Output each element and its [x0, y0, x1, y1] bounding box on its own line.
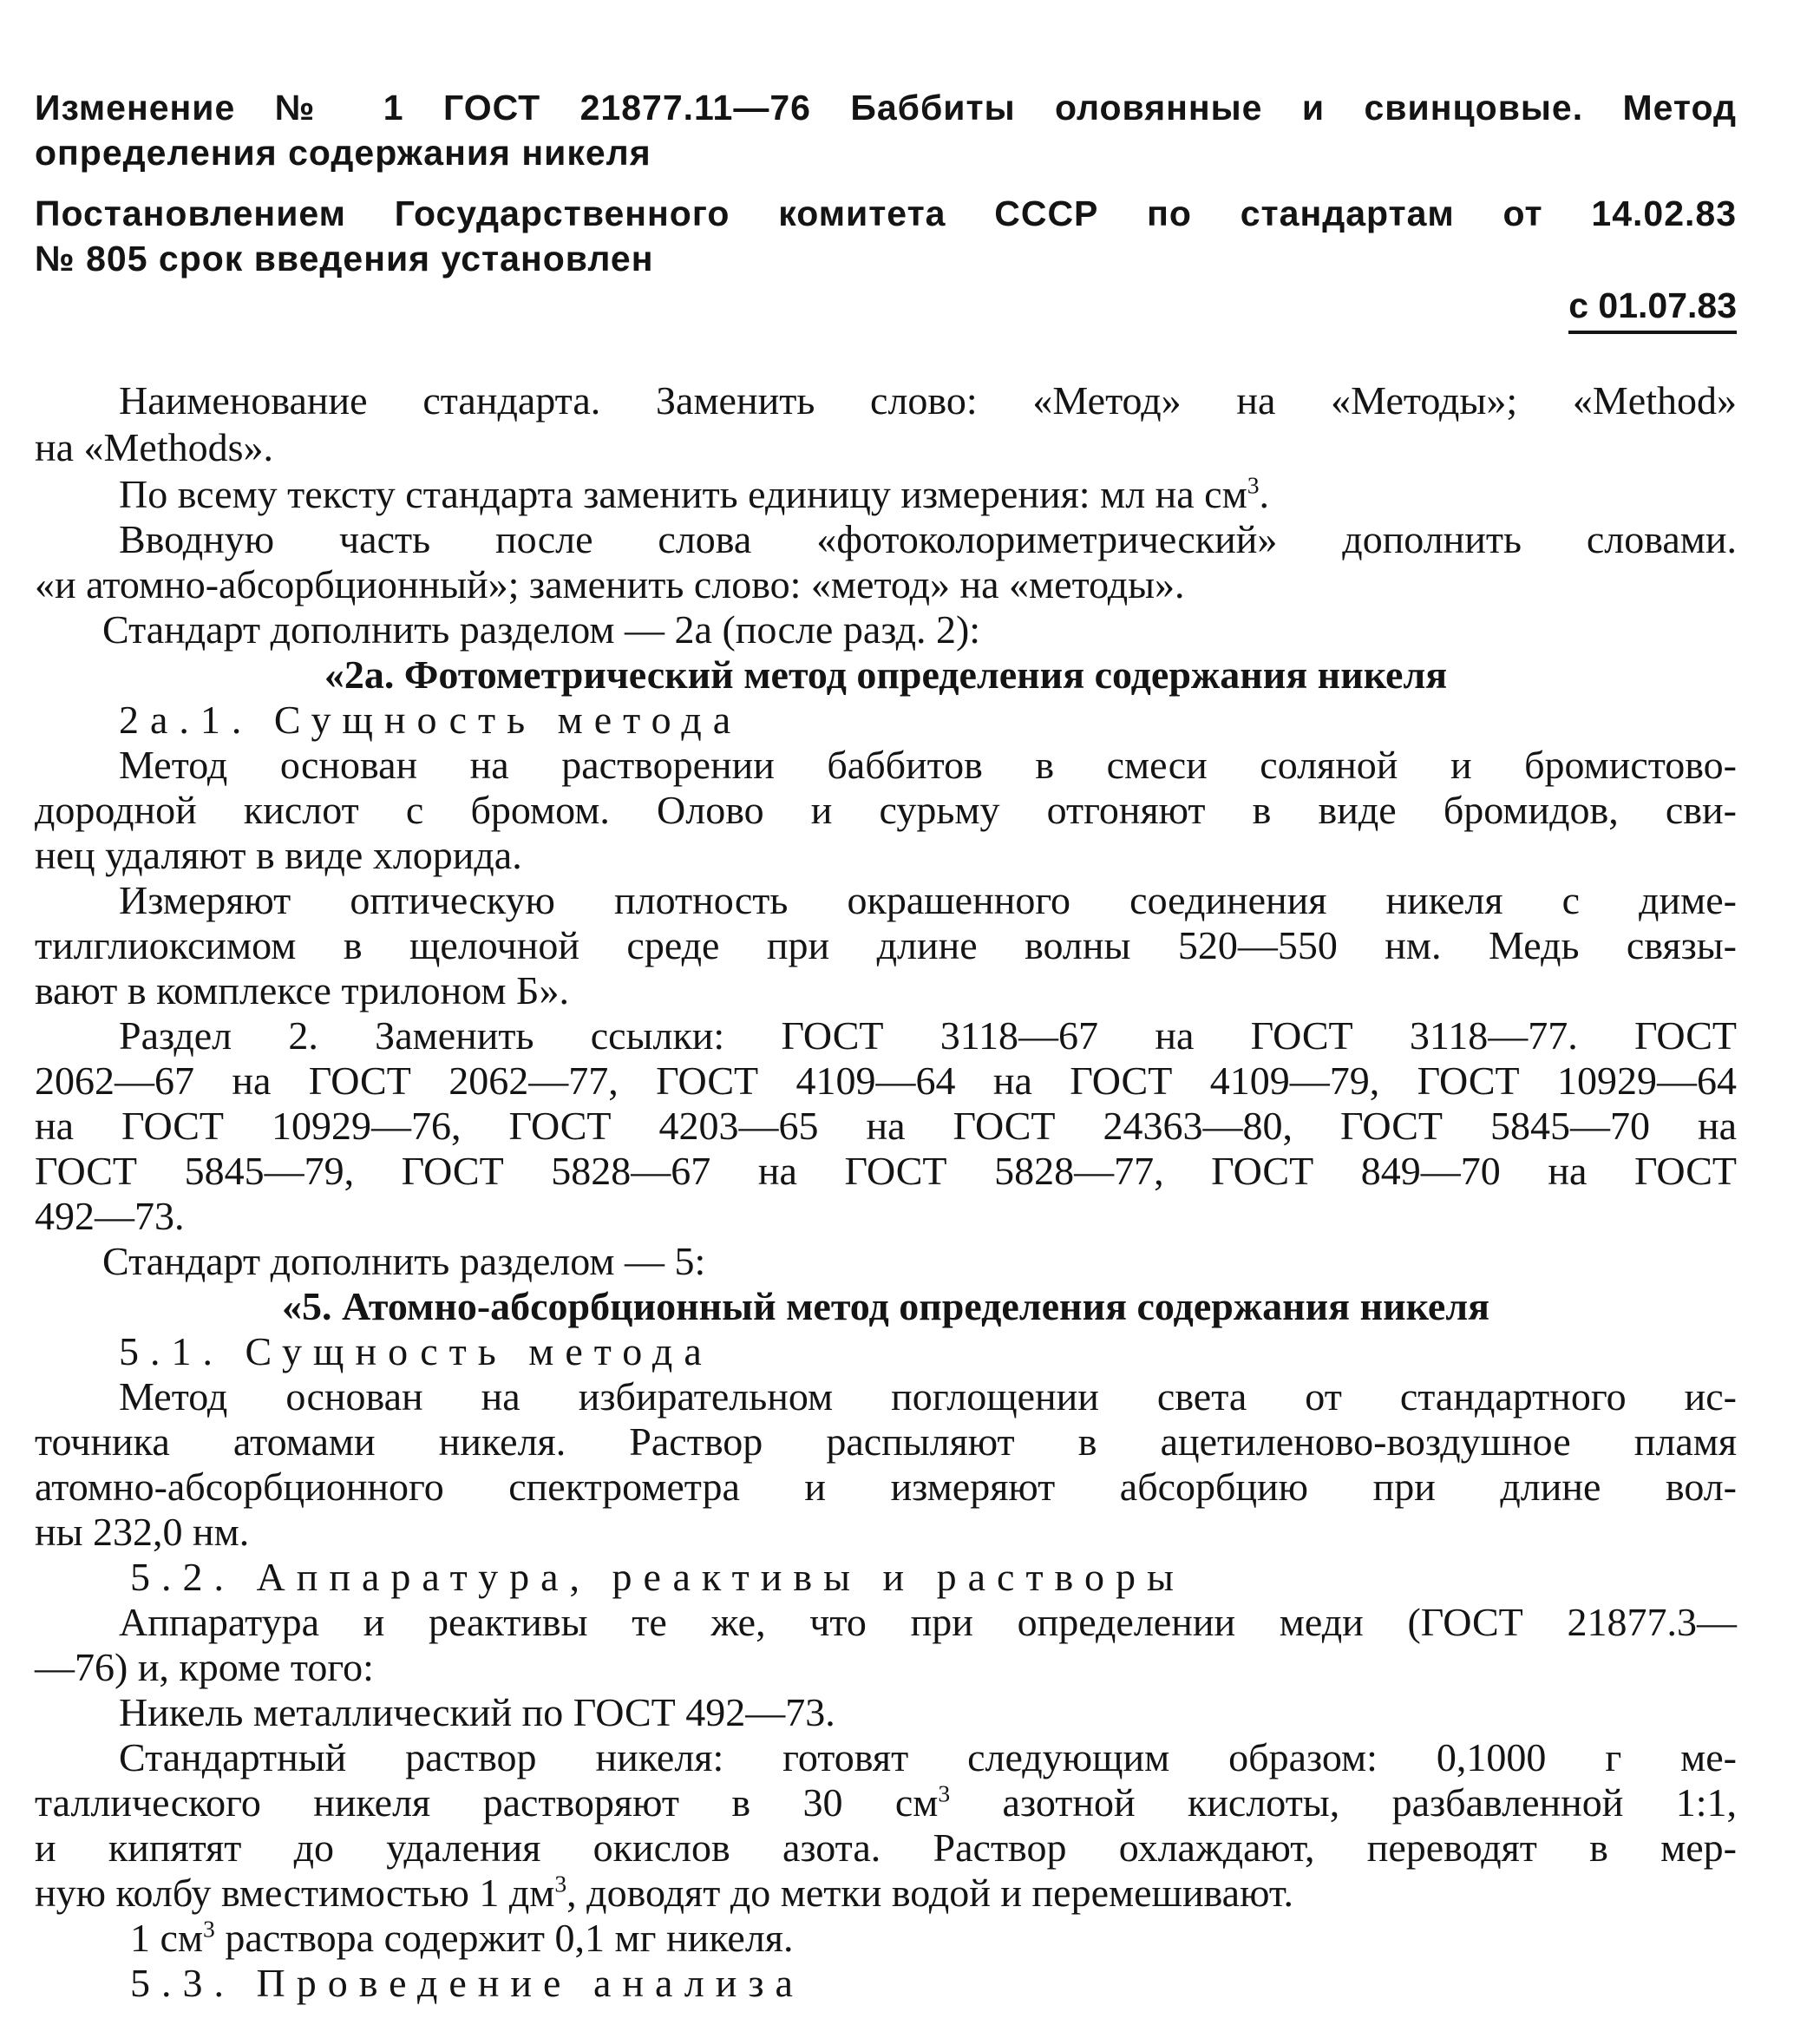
body-line: Вводную часть после слова «фотоколориметрический» дополнить словами. [119, 517, 1737, 561]
body-line: Метод основан на растворении баббитов в смеси соляной и бромистово- [119, 743, 1737, 787]
body-line: —76) и, кроме того: [35, 1645, 374, 1689]
section-heading-5: «5. Атомно-абсорбционный метод определения содержания никеля [281, 1284, 1490, 1328]
body-line: ную колбу вместимостью 1 $дм^3$, доводят до метки водой и перемешивают. [35, 1870, 1293, 1915]
body-line: и кипятят до удаления окислов азота. Раствор охлаждают, переводят в мер- [35, 1825, 1737, 1870]
body-line: 1 $см^3$ раствора содержит 0,1 мг никеля. [130, 1915, 794, 1960]
header-line-4: № 805 срок введения установлен [35, 239, 654, 279]
body-line: Никель металлический по ГОСТ 492—73. [119, 1690, 835, 1734]
body-line: Наименование стандарта. Заменить слово: «Метод» на «Методы»; «Method» [119, 378, 1737, 423]
body-line: ны 232,0 нм. [35, 1510, 250, 1554]
subheading: 5.1. Сущность метода [119, 1329, 713, 1373]
body-line: «и атомно-абсорбционный»; заменить слово: «метод» на «методы». [35, 562, 1185, 606]
body-line: 2062—67 на ГОСТ 2062—77, ГОСТ 4109—64 на ГОСТ 4109—79, ГОСТ 10929—64 [35, 1058, 1737, 1103]
body-line: на ГОСТ 10929—76, ГОСТ 4203—65 на ГОСТ 24363—80, ГОСТ 5845—70 на [35, 1104, 1737, 1148]
section-heading-2a: «2а. Фотометрический метод определения содержания никеля [324, 652, 1448, 697]
body-line: вают в комплексе трилоном Б». [35, 968, 569, 1012]
subheading: 5.3. Проведение анализа [130, 1961, 804, 2005]
body-line: тилглиоксимом в щелочной среде при длине волны 520—550 нм. Медь связы- [35, 923, 1737, 967]
body-line: Стандарт дополнить разделом — 5: [102, 1239, 706, 1283]
body-line: По всему тексту стандарта заменить единицу измерения: мл на $см^3$. [119, 471, 1270, 516]
body-line: атомно-абсорбционного спектрометра и измеряют абсорбцию при длине вол- [35, 1465, 1737, 1509]
subheading: 5.2. Аппаратура, реактивы и растворы [130, 1555, 1185, 1599]
body-line: нец удаляют в виде хлорида. [35, 833, 522, 877]
body-line: Метод основан на избирательном поглощении света от стандартного ис- [119, 1374, 1737, 1419]
body-line: таллического никеля растворяют в 30 $см^3$ азотной кислоты, разбавленной 1:1, [35, 1779, 1737, 1825]
body-line: Раздел 2. Заменить ссылки: ГОСТ 3118—67 на ГОСТ 3118—77. ГОСТ [119, 1013, 1737, 1058]
body-line: ГОСТ 5845—79, ГОСТ 5828—67 на ГОСТ 5828—77, ГОСТ 849—70 на ГОСТ [35, 1149, 1737, 1193]
header-line-2: определения содержания никеля [35, 133, 651, 173]
body-line: Аппаратура и реактивы те же, что при определении меди (ГОСТ 21877.3— [119, 1600, 1737, 1644]
body-line: Измеряют оптическую плотность окрашенного соединения никеля с диме- [119, 878, 1737, 922]
body-line: 492—73. [35, 1194, 185, 1238]
effective-date-text: с 01.07.83 [1568, 285, 1737, 334]
body-line: на «Methods». [35, 425, 274, 469]
body-line: точника атомами никеля. Раствор распыляют в ацетиленово-воздушное пламя [35, 1419, 1737, 1464]
header-line-3: Постановлением Государственного комитета СССР по стандартам от 14.02.83 [35, 193, 1737, 233]
body-line: Стандарт дополнить разделом — 2а (после разд. 2): [102, 607, 981, 652]
body-line: дородной кислот с бромом. Олово и сурьму отгоняют в виде бромидов, сви- [35, 788, 1737, 832]
subheading: 2а.1. Сущность метода [119, 698, 743, 742]
header-line-1: Изменение № 1 ГОСТ 21877.11—76 Баббиты оловянные и свинцовые. Метод [35, 88, 1737, 128]
body-line: Стандартный раствор никеля: готовят следующим образом: 0,1000 г ме- [119, 1735, 1737, 1779]
effective-date [35, 283, 1737, 328]
